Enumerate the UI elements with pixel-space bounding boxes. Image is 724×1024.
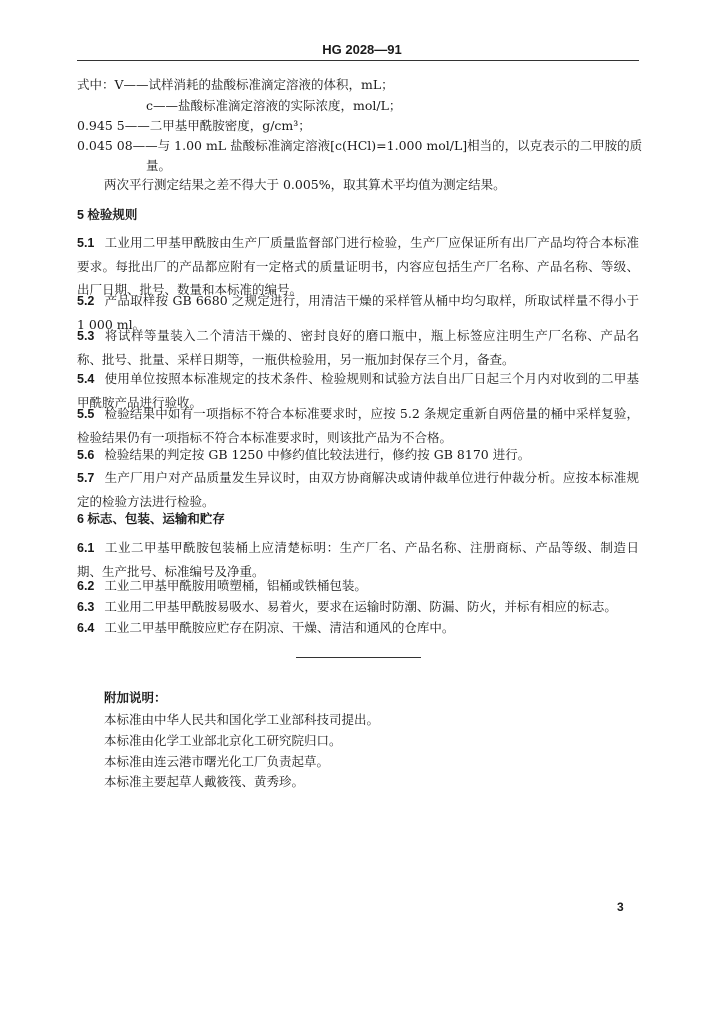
clause-number: 6.4: [77, 621, 95, 635]
clause-number: 5.3: [77, 329, 95, 343]
clause-text: 工业二甲基甲酰胺包装桶上应清楚标明：生产厂名、产品名称、注册商标、产品等级、制造日期、生产批号、标准编号及净重。: [77, 540, 639, 579]
clause-text: 产品取样按 GB 6680 之规定进行，用清洁干燥的采样管从桶中均匀取样，所取试样量不得小于 1 000 ml。: [77, 293, 639, 332]
note-line: 本标准主要起草人戴筱筏、黄秀珍。: [104, 774, 305, 789]
clause-text: 工业二甲基甲酰胺应贮存在阴凉、干燥、清洁和通风的仓库中。: [104, 620, 455, 635]
clause-text: 工业用二甲基甲酰胺由生产厂质量监督部门进行检验，生产厂应保证所有出厂产品均符合本标准要求。每批出厂的产品都应附有一定格式的质量证明书，内容应包括生产厂名称、产品名称、等级、出厂日期、批号、数量和本标准的编号。: [77, 235, 639, 297]
separator-rule: [296, 657, 421, 658]
clause-5-3: [77, 324, 639, 371]
def-line-c: c——盐酸标准滴定溶液的实际浓度，mol/L；: [146, 98, 402, 113]
additional-notes-title: 附加说明：: [104, 691, 167, 705]
def-line-v: 式中：V——试样消耗的盐酸标准滴定溶液的体积，mL；: [77, 77, 394, 92]
standard-code: HG 2028—91: [322, 42, 402, 57]
clause-text: 将试样等量装入二个清洁干燥的、密封良好的磨口瓶中，瓶上标签应注明生产厂名称、产品名称、批号、批量、采样日期等，一瓶供检验用，另一瓶加封保存三个月，备查。: [77, 328, 639, 367]
note-line: 本标准由连云港市曙光化工厂负责起草。: [104, 754, 330, 769]
def-line-density: 0.945 5——二甲基甲酰胺密度，g/cm³；: [77, 118, 311, 133]
def-line-dimethylamine: 0.045 08——与 1.00 mL 盐酸标准滴定溶液[c(HCl)=1.000 mol/L]相当的，以克表示的二甲胺的质: [77, 138, 643, 153]
clause-text: 工业用二甲基甲酰胺易吸水、易着火，要求在运输时防潮、防漏、防火，并标有相应的标志。: [104, 599, 617, 614]
clause-text: 使用单位按照本标准规定的技术条件、检验规则和试验方法自出厂日起三个月内对收到的二甲基甲酰胺产品进行验收。: [77, 371, 639, 410]
clause-text: 检验结果中如有一项指标不符合本标准要求时，应按 5.2 条规定重新自两倍量的桶中采样复验，检验结果仍有一项指标不符合本标准要求时，则该批产品为不合格。: [77, 406, 639, 445]
clause-number: 5.1: [77, 236, 95, 250]
clause-number: 5.4: [77, 372, 95, 386]
clause-text: 工业二甲基甲酰胺用喷塑桶，铝桶或铁桶包装。: [104, 578, 367, 593]
section-6-title: 6 标志、包装、运输和贮存: [77, 512, 225, 526]
clause-number: 5.2: [77, 294, 95, 308]
header-rule: [77, 60, 639, 61]
clause-6-4: [77, 616, 639, 640]
clause-number: 6.1: [77, 541, 95, 555]
note-line: 本标准由中华人民共和国化学工业部科技司提出。: [104, 712, 380, 727]
parallel-note: 两次平行测定结果之差不得大于 0.005%，取其算术平均值为测定结果。: [104, 177, 506, 192]
clause-number: 5.6: [77, 448, 95, 462]
section-5-title: 5 检验规则: [77, 208, 138, 222]
clause-text: 生产厂用户对产品质量发生异议时，由双方协商解决或请仲裁单位进行仲裁分析。应按本标准规定的检验方法进行检验。: [77, 470, 639, 509]
note-line: 本标准由化学工业部北京化工研究院归口。: [104, 733, 342, 748]
page-number: 3: [617, 900, 624, 914]
clause-5-5: [77, 402, 639, 449]
clause-text: 检验结果的判定按 GB 1250 中修约值比较法进行，修约按 GB 8170 进行。: [104, 447, 531, 462]
clause-5-7: [77, 466, 639, 513]
clause-5-6: [77, 443, 639, 467]
def-line-continuation: 量。: [146, 158, 172, 173]
clause-number: 6.2: [77, 579, 95, 593]
clause-number: 6.3: [77, 600, 95, 614]
clause-number: 5.7: [77, 471, 95, 485]
clause-number: 5.5: [77, 407, 95, 421]
